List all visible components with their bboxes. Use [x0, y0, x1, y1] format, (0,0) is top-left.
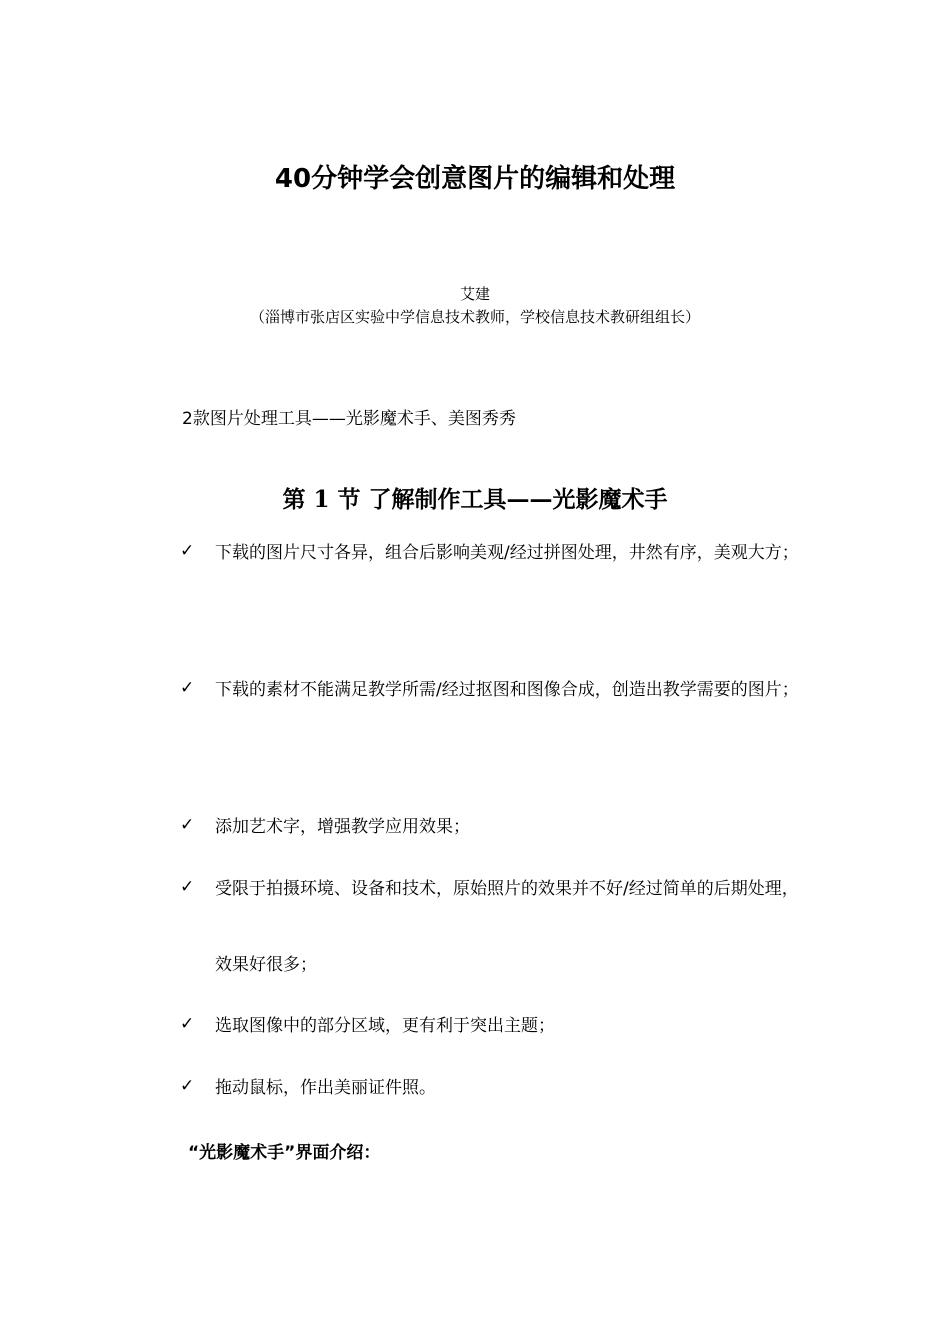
list-item: 选取图像中的部分区域，更有利于突出主题； [215, 1016, 555, 1036]
list-item: 下载的素材不能满足教学所需/经过抠图和图像合成，创造出教学需要的图片； [215, 680, 799, 700]
list-item: 下载的图片尺寸各异，组合后影响美观/经过拼图处理，井然有序，美观大方； [215, 543, 799, 563]
section-heading: 第 1 节 了解制作工具——光影魔术手 [282, 486, 668, 513]
list-item: 添加艺术字，增强教学应用效果； [215, 817, 470, 837]
tools-intro-line: 2款图片处理工具——光影魔术手、美图秀秀 [182, 409, 516, 429]
check-mark-icon: ✓ [180, 1014, 195, 1034]
list-item: 受限于拍摄环境、设备和技术，原始照片的效果并不好/经过简单的后期处理，效果好很多； [215, 879, 799, 975]
interface-intro-heading: “光影魔术手”界面介绍： [188, 1143, 381, 1163]
check-mark-icon: ✓ [180, 815, 195, 835]
check-mark-icon: ✓ [180, 877, 195, 897]
check-mark-icon: ✓ [180, 1076, 195, 1096]
list-item: 拖动鼠标，作出美丽证件照。 [215, 1078, 436, 1098]
author-name: 艾建 [459, 285, 490, 303]
check-mark-icon: ✓ [180, 541, 195, 561]
author-affiliation: （淄博市张店区实验中学信息技术教师，学校信息技术教研组组长） [249, 308, 700, 326]
document-title: 40分钟学会创意图片的编辑和处理 [274, 164, 676, 194]
check-mark-icon: ✓ [180, 678, 195, 698]
